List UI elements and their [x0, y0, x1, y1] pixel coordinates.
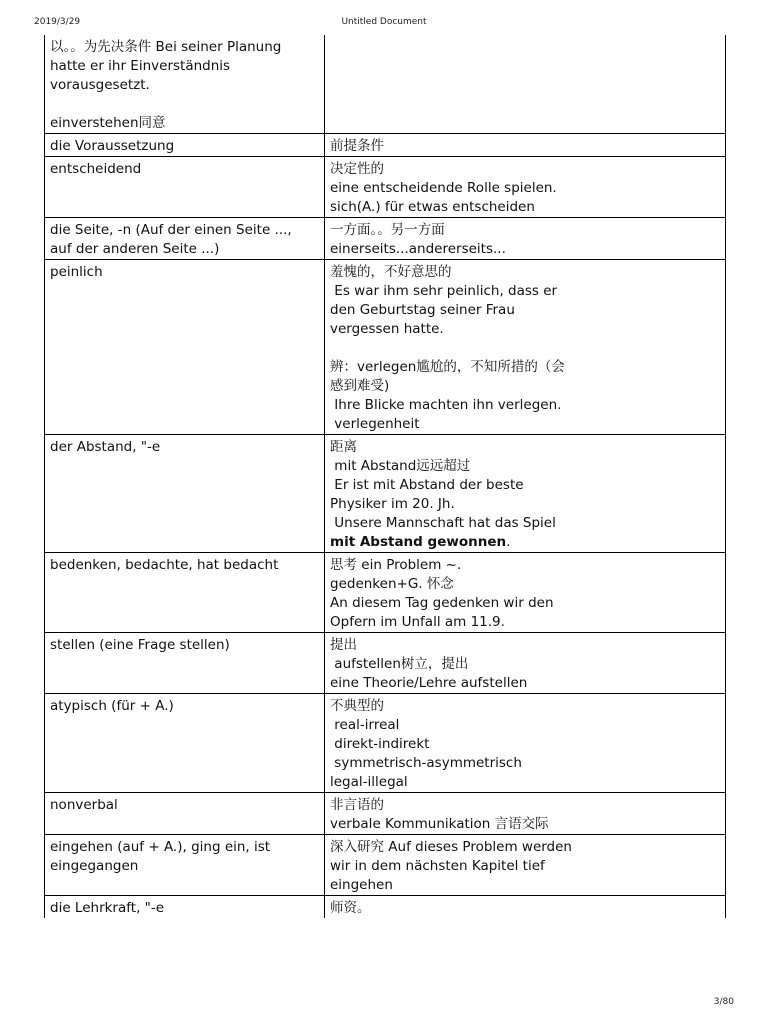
definition-cell [325, 35, 726, 134]
definition-cell: 决定性的 eine entscheidende Rolle spielen. sich(A.) für etwas entscheiden [325, 157, 726, 218]
definition-cell: 前提条件 [325, 134, 726, 157]
definition-cell: 提出 aufstellen树立，提出 eine Theorie/Lehre aufstellen [325, 633, 726, 694]
definition-cell: 非言语的 verbale Kommunikation 言语交际 [325, 793, 726, 835]
definition-cell [325, 435, 726, 553]
definition-bold-text: mit Abstand gewonnen [330, 534, 507, 550]
definition-cell: 师资。 [325, 896, 726, 919]
definition-cell: 不典型的 real-irreal direkt-indirekt symmetrisch-asymmetrisch legal-illegal [325, 694, 726, 793]
table-row [45, 134, 726, 157]
table-row [45, 435, 726, 553]
definition-text: 距离 mit Abstand远远超过 Er ist mit Abstand der beste Physiker im 20. Jh. Unsere Mannschaft hat das Spiel [330, 439, 556, 531]
definition-cell: 思考 ein Problem ~. gedenken+G. 怀念 An diesem Tag gedenken wir den Opfern im Unfall am 11.9. [325, 553, 726, 633]
term-cell: bedenken, bedachte, hat bedacht [45, 553, 325, 633]
term-cell: entscheidend [45, 157, 325, 218]
term-cell: stellen (eine Frage stellen) [45, 633, 325, 694]
document-title: Untitled Document [341, 17, 427, 27]
term-cell: atypisch (für + A.) [45, 694, 325, 793]
table-row [45, 793, 726, 835]
term-cell: nonverbal [45, 793, 325, 835]
table-row [45, 218, 726, 260]
table-row [45, 260, 726, 435]
term-cell: eingehen (auf + A.), ging ein, ist eingegangen [45, 835, 325, 896]
vocabulary-table [44, 35, 726, 918]
definition-cell: 深入研究 Auf dieses Problem werden wir in dem nächsten Kapitel tief eingehen [325, 835, 726, 896]
term-cell: die Seite, -n (Auf der einen Seite ..., auf der anderen Seite ...) [45, 218, 325, 260]
definition-cell: 一方面。。另一方面 einerseits...andererseits... [325, 218, 726, 260]
page-number: 3/80 [713, 997, 734, 1007]
table-row [45, 157, 726, 218]
term-cell: die Voraussetzung [45, 134, 325, 157]
term-cell: 以。。为先决条件 Bei seiner Planung hatte er ihr Einverständnis vorausgesetzt. einverstehen同意 [45, 35, 325, 134]
term-cell: der Abstand, "-e [45, 435, 325, 553]
term-cell: die Lehrkraft, "-e [45, 896, 325, 919]
table-row [45, 835, 726, 896]
print-date: 2019/3/29 [34, 17, 81, 27]
table-row [45, 553, 726, 633]
definition-cell: 羞愧的，不好意思的 Es war ihm sehr peinlich, dass er den Geburtstag seiner Frau vergessen hatte. 辨：verlegen尴尬的，不知所措的（会 感到难受) Ihre Blicke machten ihn verlegen. verlegenheit [325, 260, 726, 435]
table-row [45, 694, 726, 793]
term-cell: peinlich [45, 260, 325, 435]
table-row [45, 633, 726, 694]
definition-tail-text: . [506, 534, 511, 550]
table-row [45, 35, 726, 134]
table-row [45, 896, 726, 919]
